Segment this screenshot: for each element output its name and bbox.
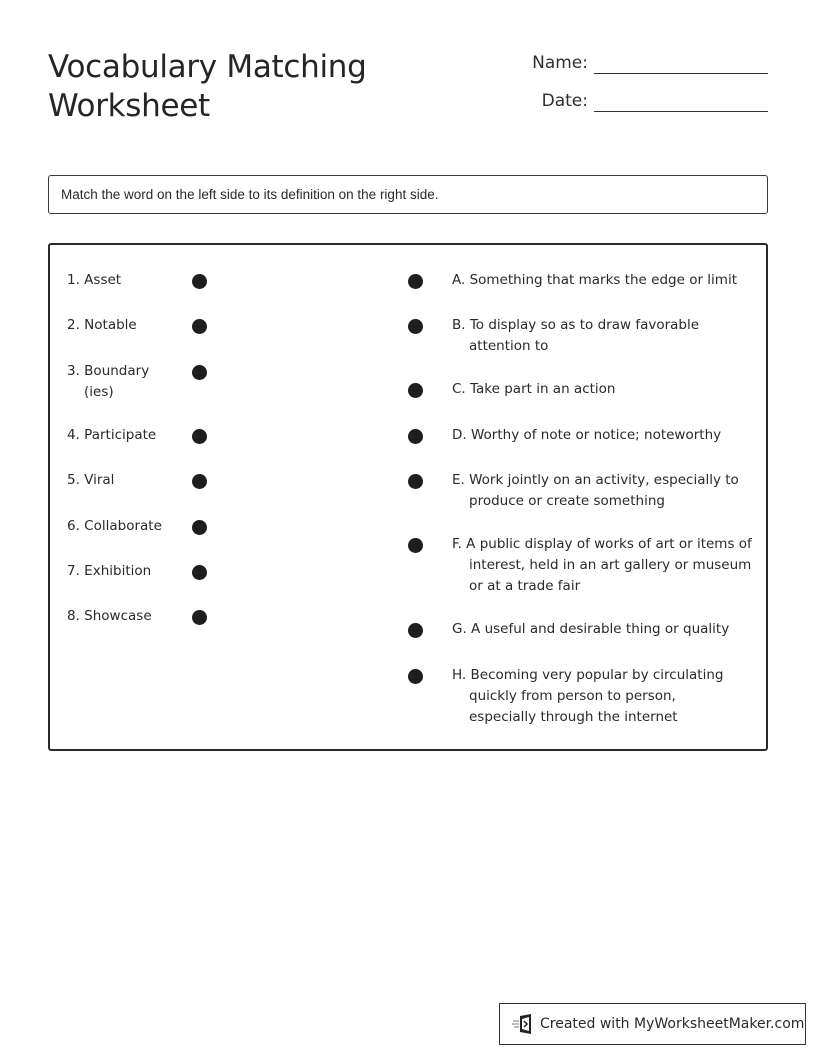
term-dot-6[interactable] <box>192 520 207 535</box>
date-field <box>508 90 768 112</box>
matching-area <box>48 243 768 751</box>
term-dot-8[interactable] <box>192 610 207 625</box>
term-dot-4[interactable] <box>192 429 207 444</box>
definition-item: F. A public display of works of art or items of interest, held in an art gallery or museum or at a trade fair <box>452 536 752 594</box>
definition-dot-d[interactable] <box>408 429 423 444</box>
definition-dot-e[interactable] <box>408 474 423 489</box>
definition-dot-h[interactable] <box>408 669 423 684</box>
term-item: 3. Boundary (ies) <box>67 363 150 400</box>
footer-credit[interactable] <box>499 1003 806 1045</box>
name-label: Name: <box>532 53 588 73</box>
definition-item: C. Take part in an action <box>452 381 616 397</box>
term-dot-1[interactable] <box>192 274 207 289</box>
term-item: 5. Viral <box>67 472 115 488</box>
definition-item: H. Becoming very popular by circulating quickly from person to person, especially through the internet <box>452 667 724 725</box>
definition-item: B. To display so as to draw favorable attention to <box>452 317 700 354</box>
term-dot-3[interactable] <box>192 365 207 380</box>
definition-item: E. Work jointly on an activity, especially to produce or create something <box>452 472 739 509</box>
date-label: Date: <box>541 91 588 111</box>
page-title: Vocabulary Matching Worksheet <box>48 49 367 124</box>
definition-item: A. Something that marks the edge or limit <box>452 272 737 288</box>
term-item: 4. Participate <box>67 427 157 443</box>
term-item: 7. Exhibition <box>67 563 152 579</box>
term-dot-5[interactable] <box>192 474 207 489</box>
definition-dot-c[interactable] <box>408 383 423 398</box>
worksheet-logo-icon <box>512 1013 534 1035</box>
instructions-box: Match the word on the left side to its definition on the right side. <box>48 175 768 214</box>
name-input-line[interactable] <box>594 56 768 74</box>
definition-dot-b[interactable] <box>408 319 423 334</box>
definition-dot-f[interactable] <box>408 538 423 553</box>
term-item: 2. Notable <box>67 317 137 333</box>
term-item: 1. Asset <box>67 272 122 288</box>
definition-dot-a[interactable] <box>408 274 423 289</box>
date-input-line[interactable] <box>594 94 768 112</box>
definition-item: G. A useful and desirable thing or quality <box>452 621 730 637</box>
term-dot-2[interactable] <box>192 319 207 334</box>
term-item: 6. Collaborate <box>67 518 162 534</box>
definition-item: D. Worthy of note or notice; noteworthy <box>452 427 722 443</box>
term-item: 8. Showcase <box>67 608 152 624</box>
term-dot-7[interactable] <box>192 565 207 580</box>
definition-dot-g[interactable] <box>408 623 423 638</box>
name-field <box>508 52 768 74</box>
footer-text: Created with MyWorksheetMaker.com <box>540 1016 805 1032</box>
